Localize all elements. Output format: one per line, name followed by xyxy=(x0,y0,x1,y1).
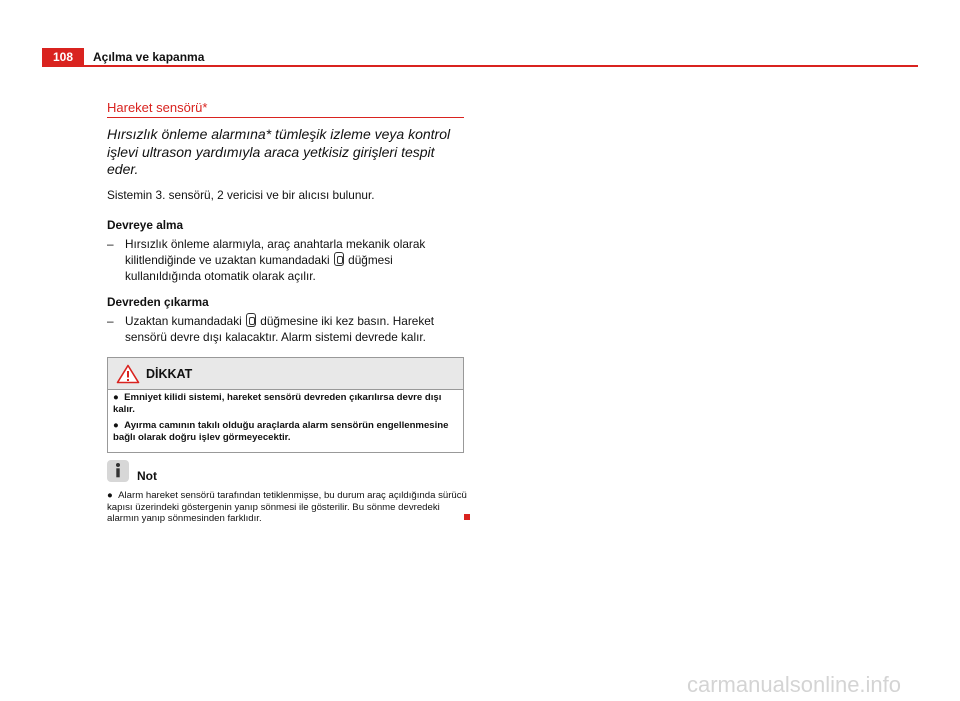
note-text xyxy=(107,490,467,525)
deactivate-heading: Devreden çıkarma xyxy=(107,295,209,309)
header-rule xyxy=(42,65,918,67)
watermark: carmanualsonline.info xyxy=(687,672,902,697)
warning-item-text: Emniyet kilidi sistemi, hareket sensörü devreden çıkarılırsa devre dışı kalır. xyxy=(113,392,442,415)
deactivate-text-1: Uzaktan kumandadaki xyxy=(125,314,242,328)
activate-text-1: Hırsızlık önleme alarmıyla, araç anahtarla mekanik olarak kilitlendiğinde ve uzaktan kumandadaki xyxy=(125,237,426,267)
remote-lock-key-icon xyxy=(334,252,344,266)
warning-header xyxy=(108,358,463,389)
section-heading: Hareket sensörü* xyxy=(107,100,208,115)
bullet: ● xyxy=(107,490,113,501)
activate-step xyxy=(107,236,469,284)
bullet: ● xyxy=(113,420,119,431)
activate-heading: Devreye alma xyxy=(107,218,184,232)
section-paragraph: Sistemin 3. sensörü, 2 vericisi ve bir alıcısı bulunur. xyxy=(107,188,375,202)
warning-item-text: Ayırma camının takılı olduğu araçlarda alarm sensörün engellenmesine bağlı olarak doğru işlev görmeyecektir. xyxy=(113,420,449,443)
section-intro: Hırsızlık önleme alarmına* tümleşik izleme veya kontrol işlevi ultrason yardımıyla araca yetkisiz girişleri tespit eder. xyxy=(107,126,451,177)
warning-divider xyxy=(108,389,463,390)
page-number: 108 xyxy=(42,48,84,67)
section-rule xyxy=(107,117,464,118)
activate-text-2: düğmesi kullanıldığında otomatik olarak açılır. xyxy=(125,253,393,283)
warning-triangle-icon xyxy=(116,364,140,384)
warning-title: DİKKAT xyxy=(146,367,193,381)
warning-item xyxy=(113,420,458,444)
dash-marker: – xyxy=(107,314,114,328)
bullet: ● xyxy=(113,392,119,403)
page-header-title: Açılma ve kapanma xyxy=(93,50,205,64)
dash-marker: – xyxy=(107,237,114,251)
warning-item xyxy=(113,392,458,416)
note-body: Alarm hareket sensörü tarafından tetiklenmişse, bu durum araç açıldığında sürücü kapısı üzerindeki göstergenin yanıp sönmesi ile gösterilir. Bu sönme devredeki alarmın yanıp sönmesinden farklıdır. xyxy=(107,490,467,524)
note-title: Not xyxy=(137,469,157,483)
info-icon xyxy=(107,460,129,482)
deactivate-text-2: düğmesine iki kez basın. Hareket sensörü devre dışı kalacaktır. Alarm sistemi devrede kalır. xyxy=(125,314,435,344)
section-end-marker xyxy=(464,514,470,520)
deactivate-step xyxy=(107,313,469,345)
warning-box xyxy=(107,357,464,453)
remote-lock-key-icon xyxy=(246,313,256,327)
